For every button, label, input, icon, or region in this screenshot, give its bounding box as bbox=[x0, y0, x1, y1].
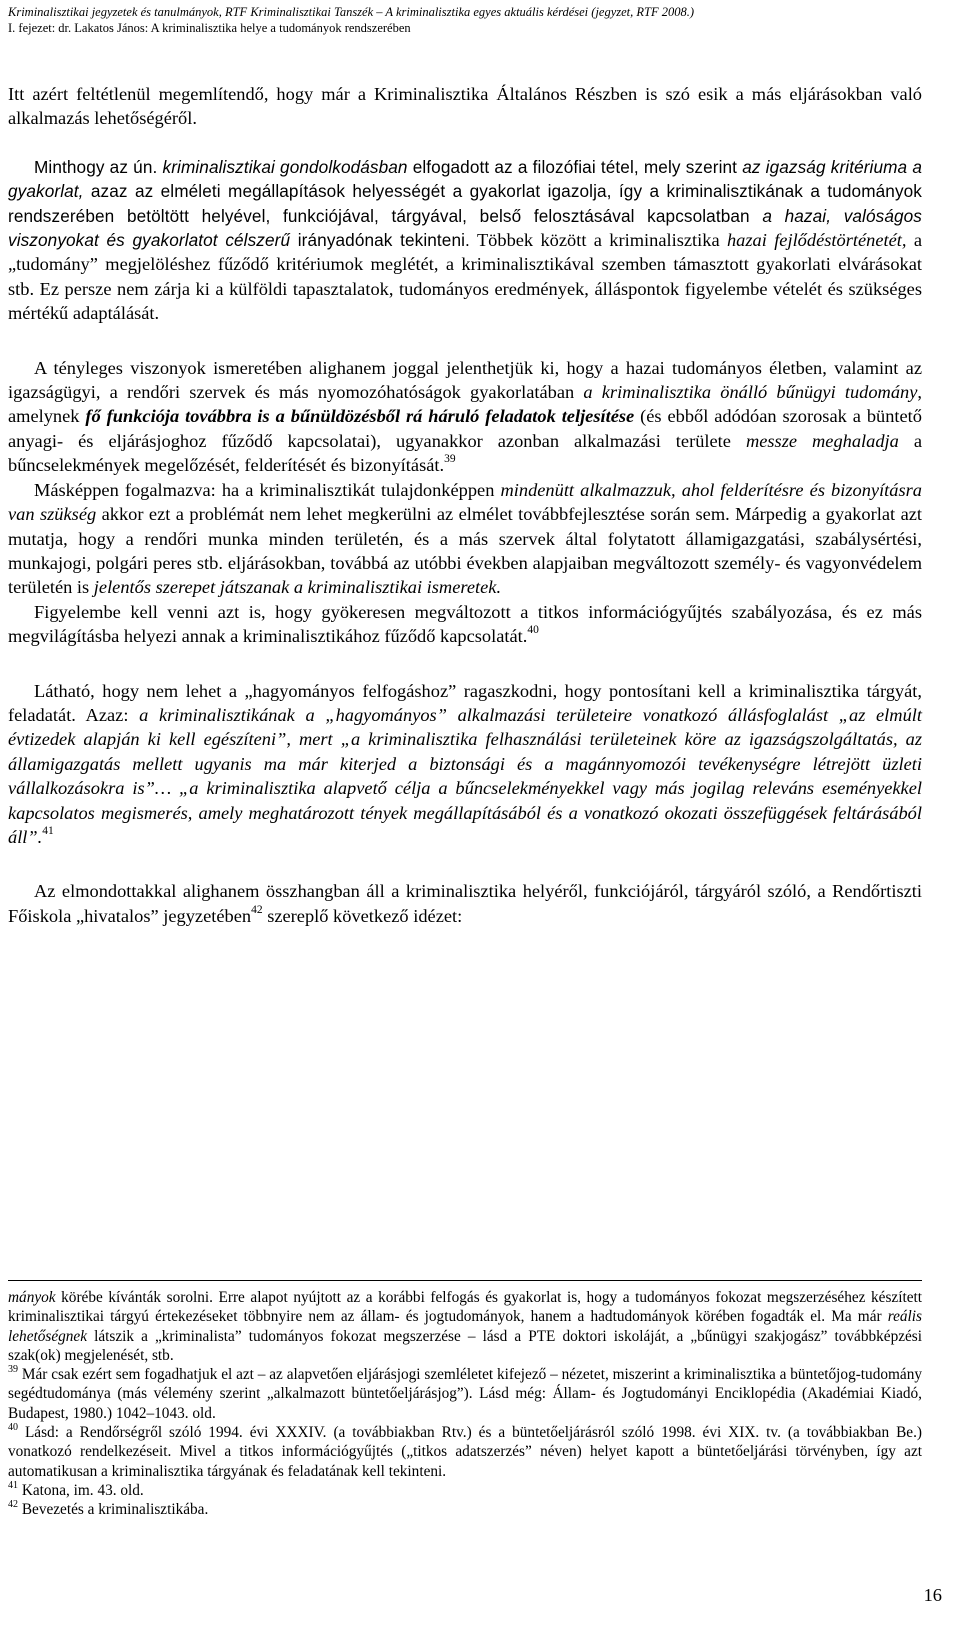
main-text bbox=[8, 82, 922, 928]
paragraph-6: Látható, hogy nem lehet a „hagyományos felfogáshoz” ragaszkodni, hogy pontosítani kell a kriminalisztika tárgyát, feladatát. Azaz: a kriminalisztikának a „hagyományos” alkalmazási területeire vonatkozó állásfoglalást „az elmúlt évtizedek alapján ki kell egészíteni”, mert „a kriminalisztika felhasználási területeinek köre az igazságszolgáltatás, az államigazgatás mellett ugyanis ma már kiterjed a biztonsági és a magánnyomozói tevékenységre létrejött üzleti vállalkozásokra is”… „a kriminalisztika alapvető célja a bűncselekményekkel vagy más jogilag releváns eseményekkel kapcsolatos megismerés, amely meghatározott tények megállapításából és a vonatkozó okozati összefüggések feltárásából áll”.$^{41}$ bbox=[8, 680, 922, 847]
footnote-ref-42[interactable]: 42 bbox=[251, 903, 263, 916]
footnote-ref-39[interactable]: 39 bbox=[444, 453, 456, 466]
footnote-39: $^{39}$ Már csak ezért sem fogadhatjuk el azt – az alapvetően eljárásjogi szemléletet kifejező – nézetet, miszerint a kriminalisztika a büntetőjog-tudomány segédtudománya (más vélemény szerint „alkalmazott büntetőeljárásjog”). Lásd még: Állam- és Jogtudományi Enciklopédia (Akadémiai Kiadó, Budapest, 1980.) 1042–1043. old. bbox=[8, 1364, 922, 1422]
running-header bbox=[8, 4, 952, 36]
footnote-ref-40[interactable]: 40 bbox=[527, 624, 539, 636]
header-line-1: Kriminalisztikai jegyzetek és tanulmányok, RTF Kriminalisztikai Tanszék – A kriminalisztika egyes aktuális kérdései (jegyzet, RTF 2008.) bbox=[8, 5, 695, 19]
paragraph-7: Az elmondottakkal alighanem összhangban áll a kriminalisztika helyéről, funkciójáról, tárgyáról szóló, a Rendőrtiszti Főiskola „hivatalos” jegyzetében$^{42}$ szereplő következő idézet: bbox=[8, 881, 922, 926]
page-number: 16 bbox=[923, 1585, 942, 1605]
paragraph-1: Itt azért feltétlenül megemlítendő, hogy már a Kriminalisztika Általános Részben is szó esik a más eljárásokban való alkalmazás lehetőségéről. bbox=[8, 84, 922, 129]
footnote-40: $^{40}$ Lásd: a Rendőrségről szóló 1994. évi XXXIV. (a továbbiakban Rtv.) és a büntetőeljárásról szóló 1998. évi XIX. tv. (a továbbiakban Be.) vonatkozó rendelkezéseit. Mivel a titkos információgyűjtés („titkos adatszerzés” néven) helyet kapott a büntetőeljárási törvényben, így azt automatikusan a kriminalisztika tárgyának és feladatának kell tekinteni. bbox=[8, 1421, 922, 1480]
footnote-continued: mányok körébe kívánták sorolni. Erre alapot nyújtott az a korábbi felfogás és gyakorlat is, hogy a tudományos fokozat megszerzéséhez készített kriminalisztikai tárgyú értekezéseket többnyire nem az állam- és jogtudományok, hanem a hadtudományok körében fogadták el. Ma már reális lehetőségnek látszik a „kriminalista” tudományos fokozat megszerzése – lásd a PTE doktori iskoláját, a „bűnügyi szakjogász” továbbképzési szak(ok) megjelenését, stb. bbox=[8, 1289, 922, 1364]
paragraph-3: A tényleges viszonyok ismeretében alighanem joggal jelenthetjük ki, hogy a hazai tudományos életben, valamint az igazságügyi, a rendőri szervek és más nyomozóhatóságok gyakorlatában a kriminalisztika önálló bűnügyi tudomány, amelynek fő funkciója továbbra is a bűnüldözésből rá háruló feladatok teljesítése (és ebből adódóan szorosak a büntető anyagi- és eljárásjoghoz fűződő kapcsolatai), ugyanakkor azonban alkalmazási területe messze meghaladja a bűncselekmények megelőzését, felderítését és bizonyítását.$^{39}$ bbox=[8, 357, 922, 476]
footnote-ref-41[interactable]: 41 bbox=[42, 824, 54, 837]
footnote-42: $^{42}$ Bevezetés a kriminalisztikába. bbox=[8, 1499, 209, 1519]
footnote-separator bbox=[8, 1280, 922, 1281]
paragraph-5: Figyelembe kell venni azt is, hogy gyökeresen megváltozott a titkos információgyűjtés szabályozása, és ez más megvilágításba helyezi annak a kriminalisztikához fűződő kapcsolatát.$^{40}$ bbox=[8, 601, 922, 647]
footnotes bbox=[8, 1288, 922, 1520]
header-line-2: I. fejezet: dr. Lakatos János: A kriminalisztika helye a tudományok rendszerében bbox=[8, 21, 411, 35]
paragraph-4: Másképpen fogalmazva: ha a kriminalisztikát tulajdonképpen mindenütt alkalmazzuk, ahol felderítésre és bizonyításra van szükség akkor ezt a problémát nem lehet megkerülni az elmélet továbbfejlesztése során sem. Márpedig a gyakorlat azt mutatja, hogy a rendőri munka minden területén, és a más szervek által folytatott államigazgatási, szabálysértési, munkajogi, polgári peres stb. eljárásokban, továbbá az utóbbi években alapjaiban megváltozott személy- és vagyonvédelem területén is jelentős szerepet játszanak a kriminalisztikai ismeretek. bbox=[8, 479, 922, 598]
footnote-41: $^{41}$ Katona, im. 43. old. bbox=[8, 1479, 144, 1499]
paragraph-2: Minthogy az ún. kriminalisztikai gondolkodásban elfogadott az a filozófiai tétel, mely szerint az igazság kritériuma a gyakorlat, azaz az elméleti megállapítások helyességét a gyakorlat igazolja, így a kriminalisztikának a tudományok rendszerében betöltött helyével, funkciójával, tárgyával, belső felosztásával kapcsolatban a hazai, valóságos viszonyokat és gyakorlatot célszerű irányadónak tekinteni. Többek között a kriminalisztika hazai fejlődéstörténetét, a „tudomány” megjelöléshez fűződő kritériumok meglétét, a kriminalisztikával szemben támasztott gyakorlati elvárásokat stb. Ez persze nem zárja ki a külföldi tapasztalatok, tudományos eredmények, álláspontok figyelembe vételét és szükséges mértékű adaptálását. bbox=[8, 156, 923, 324]
